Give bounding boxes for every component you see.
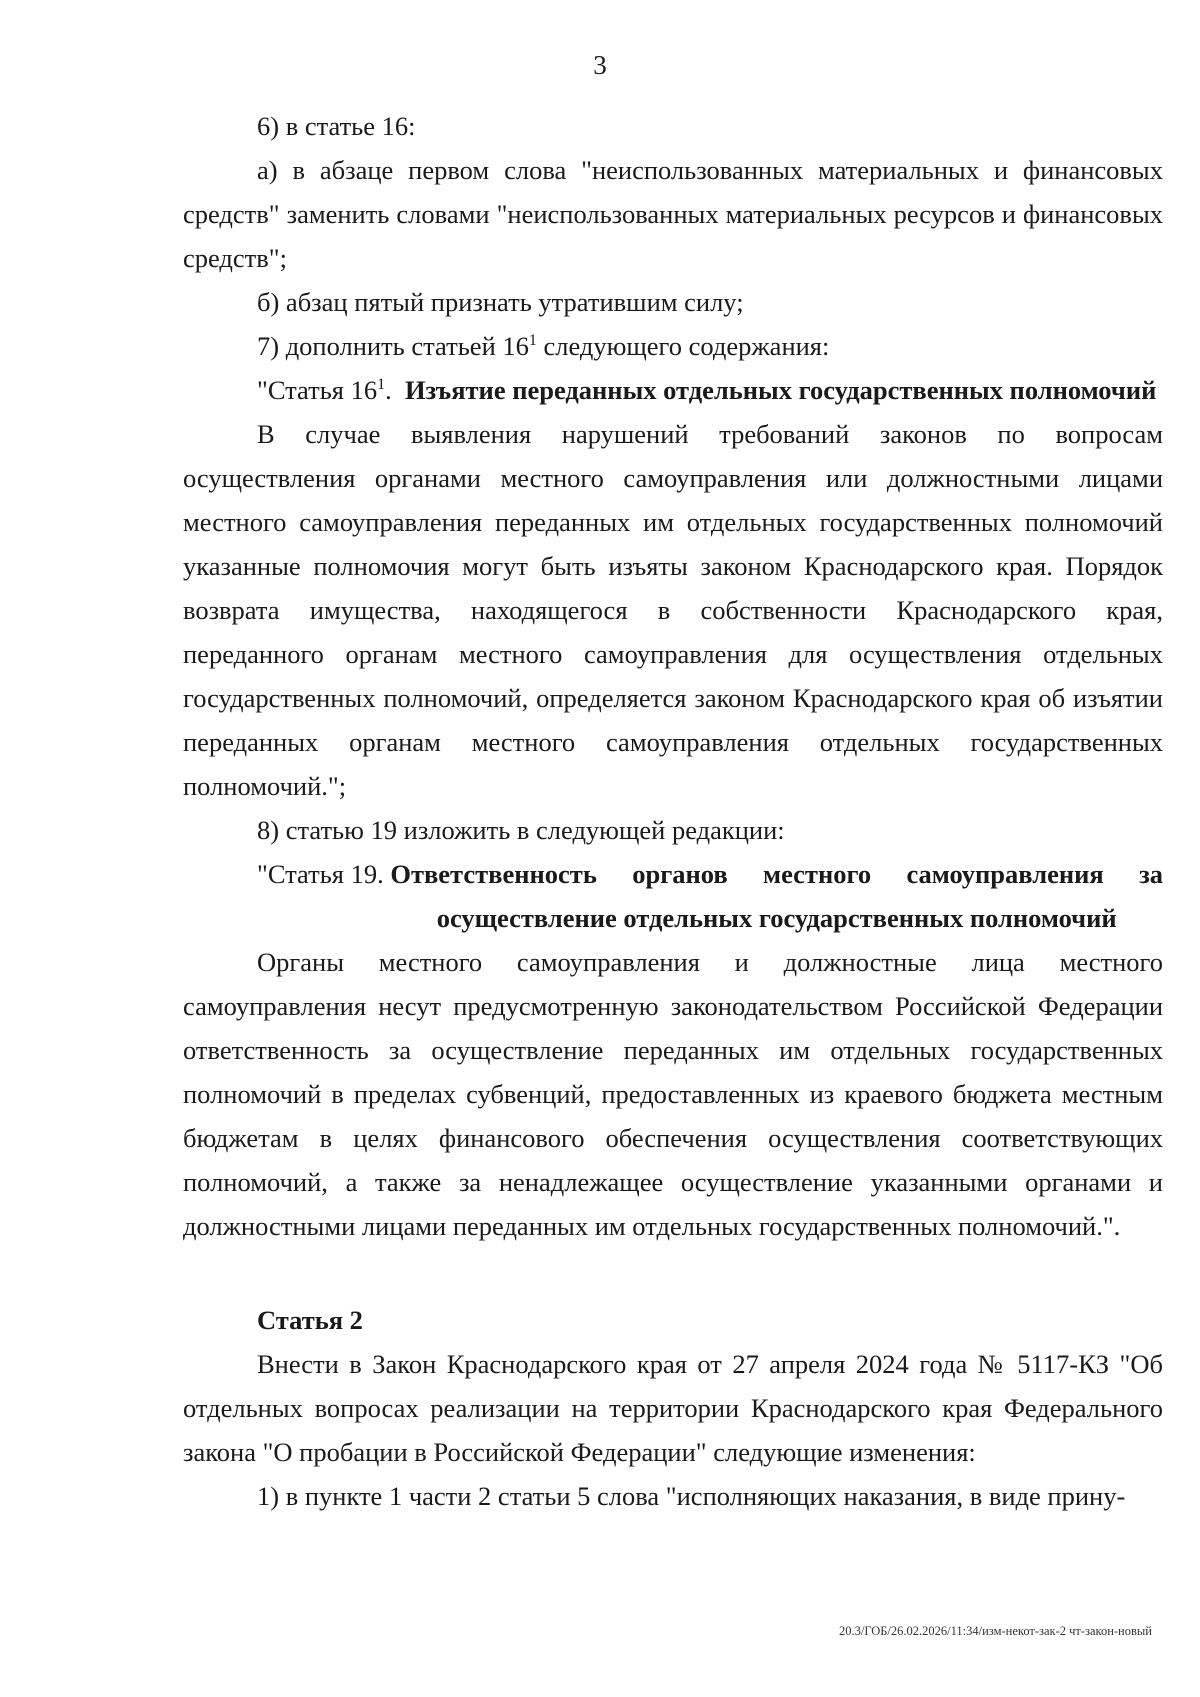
article-16-1-body: В случае выявления нарушений требований законов по вопросам осуществления органами местного самоуправления или должностными лицами местного самоуправления переданных им отдельных государственных полномочий указанные полномочия могут быть изъяты законом Краснодарского края. Порядок возврата имущества, находящегося в собственности Краснодарского края, переданного органам местного самоуправления для осуществления отдельных государственных полномочий, определяется законом Краснодарского края об изъятии переданных органам местного самоуправления отдельных государственных полномочий."; [183,419,1163,801]
item-7-text: 7) дополнить статьей 16 [257,331,529,361]
article-16-1-number [183,368,398,412]
page-number: 3 [593,50,607,80]
footer-file-stamp: 20.3/ГОБ/26.02.2026/11:34/изм-некот-зак-2 чт-закон-новый [838,1624,1152,1638]
item-7-superscript: 1 [528,332,537,350]
paragraph-subitem-b: б) абзац пятый признать утратившим силу; [257,287,744,317]
article-19-heading [183,852,1163,940]
paragraph-item-8: 8) статью 19 изложить в следующей редакции: [257,815,785,845]
article-19-body: Органы местного самоуправления и должностные лица местного самоуправления несут предусмотренную законодательством Российской Федерации ответственность за осуществление переданных им отдельных государственных полномочий в пределах субвенций, предоставленных из краевого бюджета местным бюджетам в целях финансового обеспечения осуществления соответствующих полномочий, а также за ненадлежащее осуществление указанными органами и должностными лицами переданных им отдельных государственных полномочий.". [183,947,1163,1241]
document-body [183,104,1163,1518]
paragraph-item-7 [183,324,1163,368]
paragraph-item-6: 6) в статье 16: [257,111,416,141]
article-16-1-number-text: "Статья 16 [257,375,378,405]
article-2-title: Статья 2 [257,1305,363,1335]
paragraph-subitem-a: а) в абзаце первом слова "неиспользованных материальных и финансовых средств" заменить словами "неиспользованных материальных ресурсов и финансовых средств"; [183,155,1163,273]
article-19-title: Ответственность органов местного самоуправления за осуществление отдельных государственных полномочий [390,859,1163,933]
article-16-1-heading [183,368,1163,412]
item-7-text-end: следующего содержания: [536,331,830,361]
article-2-item-1: 1) в пункте 1 части 2 статьи 5 слова "исполняющих наказания, в виде прину- [257,1481,1126,1511]
article-16-1-superscript: 1 [377,376,386,394]
article-2-intro: Внести в Закон Краснодарского края от 27 апреля 2024 года № 5117-КЗ "Об отдельных вопросах реализации на территории Краснодарского края Федерального закона "О пробации в Российской Федерации" следующие изменения: [183,1349,1163,1467]
article-16-1-title: Изъятие переданных отдельных государственных полномочий [404,375,1157,405]
article-19-number: "Статья 19. [257,859,391,889]
article-16-1-number-dot: . [385,375,399,405]
